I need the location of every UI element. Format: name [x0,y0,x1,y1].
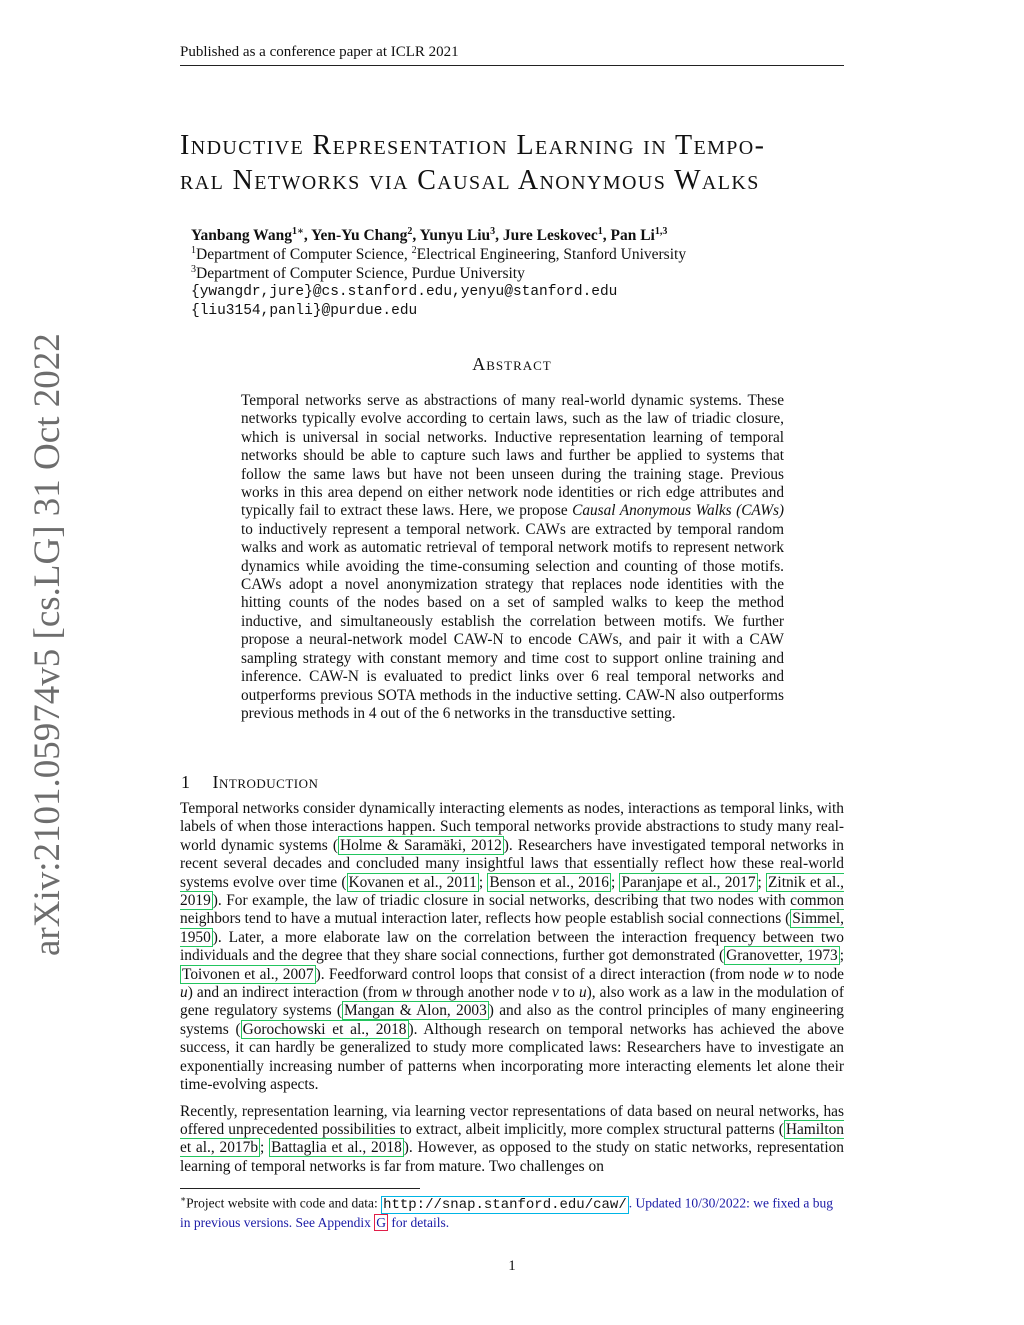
footnote-rule [180,1188,420,1189]
affil-sup: 1 [191,244,196,256]
footnote-text: for details. [387,1214,450,1230]
citation-link[interactable]: Zitnik et al., 2019 [180,873,845,910]
citation-link[interactable]: Battaglia et al., 2018 [271,1139,402,1157]
abstract-text: Temporal networks serve as abstractions of many real-world dynamic systems. These networks typically evolve according to certain laws, such as the law of triadic closure, which is universal in social networks. Inductive representation learning of temporal networks should be able to capture such laws and further be applied to systems that follow the same laws but have not been unseen during the training stage. Previous works in this area depend on either network node identities or rich edge attributes and typically fail to extract these laws. Here, we propose [241,392,784,520]
author-block [191,226,841,321]
footnote-mark: ∗ [180,1194,187,1204]
abstract-text: to inductively represent a temporal network. CAWs are extracted by temporal random walks and work as automatic retrieval of temporal network motifs to represent network dynamics while avoiding the time-consuming selection and counting of those motifs. CAWs adopt a novel anonymization strategy that replaces node identities with the hitting counts of the nodes based on a set of sampled walks to keep the method inductive, and simultaneously establish the correlation between motifs. We further propose a neural-network model CAW-N to encode CAWs, and pair it with a CAW sampling strategy with constant memory and time cost to support online training and inference. CAW-N is evaluated to predict links over 6 real temporal networks and outperforms previous SOTA methods in the inductive setting. CAW-N also outperforms previous methods in 4 out of the 6 networks in the transductive setting. [241,520,784,722]
running-header: Published as a conference paper at ICLR 2021 [180,44,844,66]
author: Jure Leskovec [502,227,598,244]
footnote-text: . Updated 10/30/2022: we fixed a bug in previous versions. See Appendix [180,1195,834,1230]
affil-sup: 2 [411,244,417,256]
section-number: 1 [181,772,191,792]
appendix-link[interactable]: G [376,1214,386,1230]
intro-body [180,800,844,1184]
affil-sup: 3 [191,263,196,275]
abstract-heading: Abstract [472,354,552,374]
citation-link[interactable]: Hamilton et al., 2017b [180,1120,844,1157]
author-sup: 2 [407,225,413,237]
citation-link[interactable]: Benson et al., 2016 [489,873,609,891]
abstract-emphasis: Causal Anonymous Walks (CAWs) [572,502,784,520]
citation-link[interactable]: Paranjape et al., 2017 [621,873,756,891]
footnote [180,1191,844,1231]
paper-title [180,128,860,198]
citation-link[interactable]: Gorochowski et al., 2018 [242,1020,407,1038]
citation-link[interactable]: Mangan & Alon, 2003 [344,1002,487,1020]
title-line-2: ral Networks via Causal Anonymous Walks [180,165,760,196]
citation-link[interactable]: Toivonen et al., 2007 [182,965,314,983]
citation-link[interactable]: Kovanen et al., 2011 [348,873,477,891]
author: Pan Li [610,227,655,244]
page-number: 1 [508,1258,516,1274]
section-title: Introduction [212,772,319,792]
section-heading [181,772,318,793]
author-sup: 1∗ [291,225,304,237]
affiliation-line-1 [191,245,841,264]
author: Yunyu Liu [419,227,491,244]
affiliation: Department of Computer Science, Purdue University [196,265,525,282]
author: Yanbang Wang [191,227,292,244]
intro-paragraph-1: Temporal networks consider dynamically interacting elements as nodes, interactions as temporal links, with labels of when those interactions happen. Such temporal networks provide abstractions to study many real-world dynamic systems ( Holme & Saramäki, 2012 ). Researchers have investigated temporal networks in recent several decades and concluded many insightful laws that essentially reflect how these real-world systems evolve over time ( Kovanen et al., 2011 ; Benson et al., 2016 ; Paranjape et al., 2017 ; Zitnik et al., 2019 ). For example, the law of triadic closure in social networks, describing that two nodes with common neighbors tend to have a mutual interaction later, reflects how people establish social connections ( Simmel, 1950 ). Later, a more elaborate law on the correlation between the interaction frequency between two individuals and the degree that they share social connections, further got demonstrated ( Granovetter, 1973 ; Toivonen et al., 2007 ). Feedforward control loops that consist of a direct interaction (from node w to node u) and an indirect interaction (from w through another node v to u), also work as a law in the modulation of gene regulatory systems ( Mangan & Alon, 2003 ) and also as the control principles of many engineering systems ( Gorochowski et al., 2018 ). Although research on temporal networks has achieved the above success, it can hardly be generalized to study more complicated laws: Researchers have to investigate an exponentially increasing number of patterns when incorporating more interacting elements let alone their time-evolving aspects. [180,800,845,1094]
affiliation-line-2 [191,264,841,283]
citation-link[interactable]: Simmel, 1950 [180,910,844,946]
email-line-1[interactable]: {ywangdr,jure}@cs.stanford.edu,yenyu@stanford.edu [191,284,618,300]
arxiv-stamp: arXiv:2101.05974v5 [cs.LG] 31 Oct 2022 [27,333,68,956]
citation-link[interactable]: Holme & Saramäki, 2012 [339,836,502,854]
intro-paragraph-2: Recently, representation learning, via learning vector representations of data based on neural networks, has offered unprecedented possibilities to extract, albeit implicitly, more complex structural patterns ( Hamilton et al., 2017b ; Battaglia et al., 2018 ). However, as opposed to the study on static networks, representation learning of temporal networks is far from mature. Two challenges on [180,1102,844,1175]
author-names: Yanbang Wang$^{1∗}$, Yen-Yu Chang$^2$, Yunyu Liu$^3$, Jure Leskovec$^1$, Pan Li$^{1,3}$ [191,225,668,244]
title-line-1: Inductive Representation Learning in Tempo- [180,130,766,161]
author-sup: 3 [490,225,496,237]
project-url-link[interactable]: http://snap.stanford.edu/caw/ [383,1196,627,1213]
affiliation: Electrical Engineering, Stanford University [416,246,687,263]
author-sup: 1,3 [654,225,668,237]
citation-link[interactable]: Granovetter, 1973 [726,947,838,965]
author: Yen-Yu Chang [311,227,408,244]
footnote-text: Project website with code and data: [186,1195,382,1211]
abstract-body [241,392,784,723]
affiliation: Department of Computer Science, [196,246,412,263]
email-line-2[interactable]: {liu3154,panli}@purdue.edu [191,303,418,319]
author-sup: 1 [597,225,603,237]
